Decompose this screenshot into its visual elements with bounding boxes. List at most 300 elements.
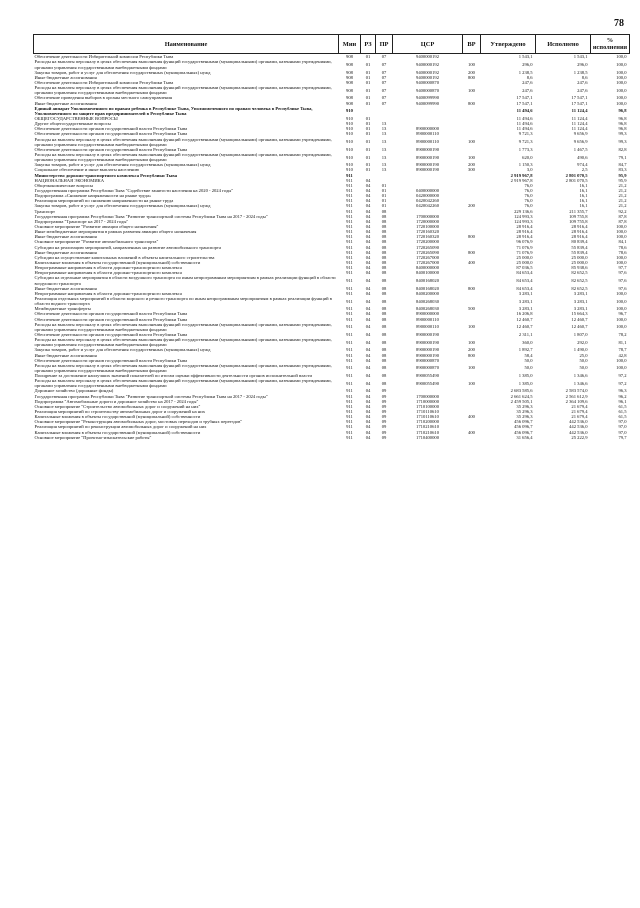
cell-pr: 08 bbox=[381, 265, 387, 271]
cell-rz: 04 bbox=[365, 393, 371, 399]
cell-pr: 07 bbox=[381, 100, 387, 106]
cell-approved: 456 096,7 bbox=[514, 419, 533, 425]
cell-name: Расходы на выплаты персоналу в целях обеспечения выполнения функций государственными (муниципальными) органами, казенными учреждениями, органами управления государственными внебюджетными фондами bbox=[34, 321, 332, 332]
cell-percent: 78,6 bbox=[618, 244, 627, 250]
cell-pr: 08 bbox=[381, 316, 387, 322]
cell-approved: 1 543,1 bbox=[518, 54, 533, 60]
cell-rz: 01 bbox=[365, 116, 371, 122]
cell-approved: 28 916,4 bbox=[516, 223, 533, 229]
cell-approved: 35 296,3 bbox=[516, 403, 533, 409]
cell-name: Капитальные вложения в объекты государственной (муниципальной) собственности bbox=[34, 259, 201, 265]
column-header-min: Мин bbox=[339, 35, 361, 54]
cell-approved: 9 721,3 bbox=[518, 139, 533, 145]
cell-executed: 25 222,9 bbox=[571, 434, 588, 440]
cell-csr: 1700000000 bbox=[416, 393, 439, 399]
cell-vr: 100 bbox=[468, 365, 475, 371]
cell-executed: 17 547,1 bbox=[571, 100, 588, 106]
cell-csr: 8900000000 bbox=[416, 311, 439, 317]
cell-csr: 9400000192 bbox=[416, 69, 439, 75]
cell-min: 910 bbox=[346, 154, 353, 160]
cell-percent: 97,0 bbox=[618, 419, 627, 425]
cell-csr: 9400000192 bbox=[416, 62, 439, 68]
cell-rz: 04 bbox=[365, 298, 371, 304]
cell-rz: 04 bbox=[365, 188, 371, 193]
cell-csr: 8400268030 bbox=[416, 298, 439, 304]
cell-rz: 04 bbox=[365, 198, 371, 204]
cell-percent: 100,0 bbox=[616, 229, 627, 235]
cell-approved: 28 916,4 bbox=[516, 229, 533, 235]
cell-min: 911 bbox=[346, 188, 353, 193]
cell-percent: 42,8 bbox=[618, 352, 627, 358]
cell-pr: 07 bbox=[381, 74, 387, 80]
column-header-csr: ЦСР bbox=[393, 35, 463, 54]
cell-name: Иные бюджетные ассигнования bbox=[34, 74, 97, 80]
cell-csr: 8900055490 bbox=[416, 380, 439, 386]
cell-min: 910 bbox=[346, 162, 353, 168]
cell-csr: 1710110610 bbox=[416, 409, 439, 415]
cell-min: 911 bbox=[346, 285, 353, 291]
cell-percent: 96,1 bbox=[618, 398, 627, 404]
cell-csr: 8400168020 bbox=[416, 277, 439, 283]
cell-rz: 01 bbox=[365, 154, 371, 160]
cell-percent: 99,3 bbox=[618, 131, 627, 137]
cell-name: Реализация мероприятий по строительству автомобильных дорог и сооружений на них bbox=[34, 409, 206, 415]
table-row bbox=[34, 435, 630, 440]
cell-pr: 08 bbox=[381, 259, 387, 265]
cell-executed: 21 679,4 bbox=[571, 414, 588, 420]
cell-min: 910 bbox=[346, 131, 353, 137]
cell-name: Подпрограмма "Автомобильные дороги и дорожное хозяйство на 2017 - 2024 годы" bbox=[34, 398, 199, 404]
cell-min: 911 bbox=[346, 373, 353, 379]
cell-csr: 1710110610 bbox=[416, 414, 439, 420]
column-header-name: Наименование bbox=[34, 35, 339, 54]
cell-pr: 08 bbox=[381, 234, 387, 240]
cell-executed: 11 124,4 bbox=[571, 126, 588, 132]
cell-rz: 01 bbox=[365, 167, 371, 173]
cell-rz: 04 bbox=[365, 182, 371, 188]
cell-rz: 04 bbox=[365, 277, 371, 283]
cell-csr: 1720160320 bbox=[416, 229, 439, 235]
cell-min: 911 bbox=[346, 298, 353, 304]
column-header-vr: ВР bbox=[463, 35, 481, 54]
cell-percent: 97,6 bbox=[618, 270, 627, 276]
cell-approved: 17 547,1 bbox=[516, 100, 533, 106]
cell-rz: 01 bbox=[365, 139, 371, 145]
cell-min: 911 bbox=[346, 198, 353, 204]
cell-executed: 442 536,0 bbox=[569, 429, 588, 435]
cell-vr: 100 bbox=[468, 139, 475, 145]
table-row bbox=[34, 337, 630, 347]
cell-percent: 97,2 bbox=[618, 373, 627, 379]
cell-rz: 04 bbox=[365, 229, 371, 235]
cell-rz: 04 bbox=[365, 347, 371, 353]
cell-percent: 84,7 bbox=[618, 162, 627, 168]
column-header-approved: Утверждено bbox=[481, 35, 536, 54]
cell-csr: 8900000110 bbox=[416, 324, 439, 330]
cell-percent: 100,0 bbox=[616, 95, 627, 101]
cell-rz: 04 bbox=[365, 177, 371, 183]
cell-pr: 08 bbox=[381, 208, 387, 214]
cell-executed: 25 000,0 bbox=[571, 254, 588, 260]
cell-name: Реализация отдельных мероприятий в области морского и речного транспорта по иным непрограммным мероприятиям в рамках реализации функций в области водного транспорта bbox=[34, 295, 332, 307]
cell-rz: 04 bbox=[365, 414, 371, 420]
cell-pr: 08 bbox=[381, 380, 387, 386]
cell-min: 911 bbox=[346, 424, 353, 430]
cell-approved: 17 547,1 bbox=[516, 95, 533, 101]
cell-executed: 16,1 bbox=[579, 193, 588, 199]
cell-executed: 247,6 bbox=[577, 87, 588, 93]
cell-name: Основное мероприятие "Проектно-изыскательские работы" bbox=[34, 434, 152, 440]
cell-vr: 800 bbox=[468, 285, 475, 291]
cell-csr: 8900000000 bbox=[416, 126, 439, 132]
cell-min: 911 bbox=[346, 203, 353, 209]
cell-min: 910 bbox=[346, 139, 353, 145]
cell-percent: 96,8 bbox=[618, 108, 627, 114]
cell-pr: 08 bbox=[381, 277, 387, 283]
cell-percent: 96,8 bbox=[618, 126, 627, 132]
cell-pr: 13 bbox=[381, 126, 387, 132]
cell-pr: 01 bbox=[381, 193, 387, 199]
cell-pr: 09 bbox=[381, 429, 387, 435]
cell-executed: 490,6 bbox=[577, 154, 588, 160]
cell-percent: 100,0 bbox=[616, 80, 627, 86]
cell-name: Транспорт bbox=[34, 208, 55, 214]
cell-csr: 1710100000 bbox=[416, 403, 439, 409]
cell-executed: 55 839,4 bbox=[571, 249, 588, 255]
cell-rz: 04 bbox=[365, 306, 371, 312]
cell-executed: 16,1 bbox=[579, 188, 588, 193]
table-row bbox=[34, 296, 630, 306]
cell-rz: 04 bbox=[365, 265, 371, 271]
cell-percent: 95,9 bbox=[618, 172, 627, 178]
cell-executed: 2 583 574,0 bbox=[565, 388, 588, 394]
cell-name: Обеспечение проведения выборов в органы местного самоуправления bbox=[34, 95, 172, 101]
cell-executed: 211 355,7 bbox=[569, 208, 588, 214]
cell-min: 911 bbox=[346, 339, 353, 345]
table-row bbox=[34, 137, 630, 147]
cell-pr: 08 bbox=[381, 298, 387, 304]
cell-pr: 08 bbox=[381, 352, 387, 358]
cell-min: 911 bbox=[346, 398, 353, 404]
cell-approved: 76,0 bbox=[524, 193, 533, 199]
cell-vr bbox=[463, 106, 481, 116]
cell-percent: 100,0 bbox=[616, 259, 627, 265]
cell-pr: 07 bbox=[381, 62, 387, 68]
cell-rz: 04 bbox=[365, 324, 371, 330]
cell-approved: 84 653,4 bbox=[516, 277, 533, 283]
cell-approved: 96 076,9 bbox=[516, 239, 533, 245]
cell-rz bbox=[361, 106, 376, 116]
cell-min: 910 bbox=[346, 108, 353, 114]
cell-percent: 100,0 bbox=[616, 87, 627, 93]
cell-min: 911 bbox=[346, 403, 353, 409]
cell-percent: 100,0 bbox=[616, 357, 627, 363]
cell-name: Подпрограмма "Транспорт на 2017 - 2024 годы" bbox=[34, 218, 129, 224]
cell-rz: 04 bbox=[365, 316, 371, 322]
cell-name: Закупка товаров, работ и услуг для обеспечения государственных (муниципальных) нужд bbox=[34, 162, 211, 168]
cell-min: 908 bbox=[346, 95, 353, 101]
cell-name: НАЦИОНАЛЬНАЯ ЭКОНОМИКА bbox=[34, 177, 105, 183]
column-header-pr: ПР bbox=[376, 35, 393, 54]
cell-percent: 100,0 bbox=[616, 234, 627, 240]
cell-min: 911 bbox=[346, 277, 353, 283]
cell-approved: 84 653,4 bbox=[516, 285, 533, 291]
cell-pr bbox=[376, 106, 393, 116]
cell-approved: 71 076,9 bbox=[516, 249, 533, 255]
cell-approved: 28 916,4 bbox=[516, 234, 533, 240]
cell-pr: 08 bbox=[381, 254, 387, 260]
cell-executed: 9 656,9 bbox=[573, 139, 588, 145]
cell-rz: 04 bbox=[365, 434, 371, 440]
cell-csr: 8900000870 bbox=[416, 365, 439, 371]
cell-vr: 100 bbox=[468, 62, 475, 68]
cell-min: 910 bbox=[346, 116, 353, 122]
cell-percent: 100,0 bbox=[616, 298, 627, 304]
cell-min: 911 bbox=[346, 218, 353, 224]
cell-approved: 2 919 967,8 bbox=[510, 172, 533, 178]
cell-pr: 13 bbox=[381, 167, 387, 173]
cell-approved: 50,0 bbox=[524, 365, 533, 371]
cell-rz: 01 bbox=[365, 54, 371, 60]
cell-approved: 11 494,6 bbox=[516, 116, 533, 122]
cell-executed: 2 801 070,5 bbox=[565, 177, 588, 183]
cell-pr: 08 bbox=[381, 213, 387, 219]
cell-pr: 07 bbox=[381, 54, 387, 60]
cell-pr: 09 bbox=[381, 414, 387, 420]
cell-approved: 25 000,0 bbox=[516, 259, 533, 265]
cell-name: Обеспечение деятельности органов государственной власти Республики Тыва bbox=[34, 357, 188, 363]
cell-csr: 8900000110 bbox=[416, 131, 439, 137]
cell-approved: 3 283,1 bbox=[518, 290, 533, 296]
cell-rz: 01 bbox=[365, 121, 371, 127]
table-row bbox=[34, 322, 630, 332]
cell-executed: 1 238,5 bbox=[573, 69, 588, 75]
cell-executed: 292,0 bbox=[577, 339, 588, 345]
cell-name: Субсидии на отдельные мероприятия в области воздушного транспорта по иным непрограммным мероприятиям в рамках реализации функций в области воздушного транспорта bbox=[34, 275, 336, 286]
cell-min: 910 bbox=[346, 121, 353, 127]
cell-approved: 247,6 bbox=[522, 80, 533, 86]
cell-executed: 1 807,0 bbox=[573, 331, 588, 337]
table-row bbox=[34, 106, 630, 116]
cell-percent: 99,3 bbox=[618, 139, 627, 145]
cell-name: Реализация мероприятий по реконструкции автомобильных дорог и сооружений на них bbox=[34, 424, 207, 430]
cell-pr: 13 bbox=[381, 146, 387, 152]
cell-name: Обеспечение деятельности Избирательной комиссии Республики Тыва bbox=[34, 80, 174, 86]
cell-approved: 1 385,0 bbox=[518, 373, 533, 379]
cell-approved: 87 036,5 bbox=[516, 265, 533, 271]
cell-csr: 0420000000 bbox=[416, 193, 439, 199]
cell-executed: 11 124,4 bbox=[571, 121, 588, 127]
cell-name: Иные бюджетные ассигнования bbox=[34, 285, 97, 291]
cell-rz: 01 bbox=[365, 80, 371, 86]
cell-min: 911 bbox=[346, 311, 353, 317]
cell-name: Государственная программа Республики Тыва "Содействие занятости населения на 2020 - 2024 годы" bbox=[34, 188, 234, 193]
cell-percent: 100,0 bbox=[616, 324, 627, 330]
cell-pr: 07 bbox=[381, 87, 387, 93]
cell-percent: 100,0 bbox=[616, 100, 627, 106]
cell-vr: 100 bbox=[468, 380, 475, 386]
cell-pr: 09 bbox=[381, 403, 387, 409]
cell-min: 911 bbox=[346, 352, 353, 358]
cell-vr: 800 bbox=[468, 74, 475, 80]
cell-rz: 01 bbox=[365, 162, 371, 168]
cell-pr: 09 bbox=[381, 419, 387, 425]
cell-name: Иные бюджетные ассигнования bbox=[34, 352, 97, 358]
cell-approved: 11 494,6 bbox=[516, 121, 533, 127]
cell-executed: 16,1 bbox=[579, 198, 588, 204]
cell-percent: 100,0 bbox=[616, 316, 627, 322]
cell-rz: 04 bbox=[365, 270, 371, 276]
cell-percent: 100,0 bbox=[616, 290, 627, 296]
cell-min: 911 bbox=[346, 388, 353, 394]
cell-approved: 2 919 967,8 bbox=[510, 177, 533, 183]
cell-min: 908 bbox=[346, 100, 353, 106]
cell-name: Основное мероприятие "Реконструкция автомобильных дорог, мостовых переходов и трубных переездов" bbox=[34, 419, 243, 425]
cell-percent: 97,7 bbox=[618, 265, 627, 271]
cell-approved: 1 892,7 bbox=[518, 347, 533, 353]
cell-percent: 82,8 bbox=[618, 146, 627, 152]
cell-rz: 01 bbox=[365, 131, 371, 137]
cell-csr: 9400000870 bbox=[416, 80, 439, 86]
cell-pr: 08 bbox=[381, 339, 387, 345]
cell-percent: 96,7 bbox=[618, 311, 627, 317]
cell-min: 911 bbox=[346, 244, 353, 250]
cell-csr: 8900000110 bbox=[416, 316, 439, 322]
cell-csr: 1710000000 bbox=[416, 398, 439, 404]
cell-min: 911 bbox=[346, 208, 353, 214]
cell-approved: 124 993,3 bbox=[514, 218, 533, 224]
cell-executed: 25 000,0 bbox=[571, 259, 588, 265]
cell-percent: 21,2 bbox=[618, 193, 627, 199]
table-row bbox=[34, 363, 630, 373]
cell-pr: 08 bbox=[381, 270, 387, 276]
cell-name: Расходы на выплаты персоналу в целях обеспечения выполнения функций государственными (муниципальными) органами, казенными учреждениями, органами управления государственными внебюджетными фондами bbox=[34, 136, 332, 147]
cell-approved: 11 494,6 bbox=[516, 108, 533, 114]
cell-pr: 09 bbox=[381, 409, 387, 415]
cell-rz: 04 bbox=[365, 331, 371, 337]
cell-csr: 8900000190 bbox=[416, 339, 439, 345]
cell-csr: 0400000000 bbox=[416, 188, 439, 193]
cell-min: 911 bbox=[346, 259, 353, 265]
cell-csr: 1720200000 bbox=[416, 239, 439, 245]
cell-executed: 1 490,0 bbox=[573, 347, 588, 353]
cell-executed: 12 460,7 bbox=[571, 316, 588, 322]
cell-approved: 76,0 bbox=[524, 203, 533, 209]
cell-executed: 11 124,4 bbox=[571, 108, 588, 114]
cell-executed: 3 283,1 bbox=[573, 298, 588, 304]
cell-pr: 08 bbox=[381, 347, 387, 353]
cell-csr: 8900000190 bbox=[416, 331, 439, 337]
cell-vr: 400 bbox=[468, 429, 475, 435]
cell-executed: 21 679,4 bbox=[571, 403, 588, 409]
cell-csr bbox=[393, 106, 463, 116]
cell-name: Государственная программа Республики Тыва "Развитие транспортной системы Республики Тыва на 2017 - 2024 годы" bbox=[34, 393, 268, 399]
cell-approved: 76,0 bbox=[524, 188, 533, 193]
cell-executed: 28 916,4 bbox=[571, 229, 588, 235]
cell-executed: 442 536,0 bbox=[569, 419, 588, 425]
cell-name: Закупка товаров, работ и услуг для обеспечения государственных (муниципальных) нужд bbox=[34, 69, 211, 75]
cell-rz: 01 bbox=[365, 126, 371, 132]
cell-approved: 76,0 bbox=[524, 198, 533, 204]
column-header-rz: РЗ bbox=[361, 35, 376, 54]
cell-percent: 79,7 bbox=[618, 434, 627, 440]
table-row bbox=[34, 85, 630, 95]
cell-percent: 21,2 bbox=[618, 203, 627, 209]
cell-min: 910 bbox=[346, 146, 353, 152]
cell-name: Обеспечение деятельности органов государственной власти Республики Тыва bbox=[34, 316, 188, 322]
cell-approved: 2 459 505,1 bbox=[510, 398, 533, 404]
cell-name: Поощрение за достижение наилучших значений показателей по итогам оценки эффективности деятельности органов исполнительной власти bbox=[34, 373, 312, 379]
cell-percent: 87,8 bbox=[618, 218, 627, 224]
cell-csr: 8900000190 bbox=[416, 162, 439, 168]
cell-pr: 08 bbox=[381, 285, 387, 291]
cell-approved: 124 993,3 bbox=[514, 213, 533, 219]
cell-min: 911 bbox=[346, 249, 353, 255]
cell-rz: 04 bbox=[365, 357, 371, 363]
cell-approved: 12 460,7 bbox=[516, 316, 533, 322]
cell-name: Субсидии на реализацию мероприятий, направленных на развитие автомобильного транспорта bbox=[34, 244, 222, 250]
cell-csr: 8900000190 bbox=[416, 167, 439, 173]
cell-min: 911 bbox=[346, 409, 353, 415]
cell-name: Министерство дорожно-транспортного комплекса Республики Тыва bbox=[34, 172, 177, 178]
cell-csr: 1710210610 bbox=[416, 424, 439, 430]
cell-name: Расходы на выплаты персоналу в целях обеспечения выполнения функций государственными (муниципальными) органами, казенными учреждениями, органами управления государственными внебюджетными фондами bbox=[34, 378, 332, 389]
cell-percent: 84,1 bbox=[618, 239, 627, 245]
cell-approved: 11 494,6 bbox=[516, 126, 533, 132]
cell-min: 908 bbox=[346, 69, 353, 75]
cell-approved: 9 721,3 bbox=[518, 131, 533, 137]
cell-rz: 01 bbox=[365, 100, 371, 106]
cell-name: Расходы на выплаты персоналу в целях обеспечения выполнения функций государственными (муниципальными) органами, казенными учреждениями, органами управления государственными внебюджетными фондами bbox=[34, 152, 332, 163]
cell-csr: 8400100000 bbox=[416, 270, 439, 276]
cell-pr: 08 bbox=[381, 244, 387, 250]
cell-percent: 100,0 bbox=[616, 254, 627, 260]
cell-executed: 3 283,1 bbox=[573, 306, 588, 312]
cell-approved: 360,0 bbox=[522, 339, 533, 345]
cell-rz: 01 bbox=[365, 87, 371, 93]
cell-approved: 1 773,3 bbox=[518, 146, 533, 152]
cell-executed: 1 346,6 bbox=[573, 380, 588, 386]
cell-rz: 04 bbox=[365, 203, 371, 209]
cell-min: 911 bbox=[346, 270, 353, 276]
cell-min: 911 bbox=[346, 429, 353, 435]
cell-name: Общеэкономические вопросы bbox=[34, 182, 94, 188]
cell-min: 911 bbox=[346, 172, 353, 178]
cell-name: Государственная программа Республики Тыва "Развитие транспортной системы Республики Тыва на 2017 - 2024 годы" bbox=[34, 213, 268, 219]
cell-percent: 97,2 bbox=[618, 380, 627, 386]
cell-name: Основное мероприятие "Развитие авиации общего назначения" bbox=[34, 223, 159, 229]
cell-executed: 82 652,5 bbox=[571, 285, 588, 291]
cell-approved: 456 096,7 bbox=[514, 429, 533, 435]
cell-min: 911 bbox=[346, 234, 353, 240]
cell-min: 911 bbox=[346, 213, 353, 219]
cell-min: 910 bbox=[346, 126, 353, 132]
page-number: 78 bbox=[614, 18, 624, 29]
cell-vr: 100 bbox=[468, 154, 475, 160]
cell-vr: 200 bbox=[468, 347, 475, 353]
cell-min: 911 bbox=[346, 254, 353, 260]
cell-min: 911 bbox=[346, 265, 353, 271]
cell-executed: 2 801 070,5 bbox=[565, 172, 588, 178]
cell-approved: 84 653,4 bbox=[516, 270, 533, 276]
cell-rz: 01 bbox=[365, 69, 371, 75]
table-row bbox=[34, 378, 630, 388]
cell-vr: 100 bbox=[468, 324, 475, 330]
cell-name: Расходы на выплаты персоналу в целях обеспечения выполнения функций государственными (муниципальными) органами, казенными учреждениями, органами управления государственными внебюджетными фондами bbox=[34, 362, 332, 373]
cell-rz: 01 bbox=[365, 74, 371, 80]
cell-pr: 08 bbox=[381, 223, 387, 229]
cell-csr: 9400000192 bbox=[416, 54, 439, 60]
